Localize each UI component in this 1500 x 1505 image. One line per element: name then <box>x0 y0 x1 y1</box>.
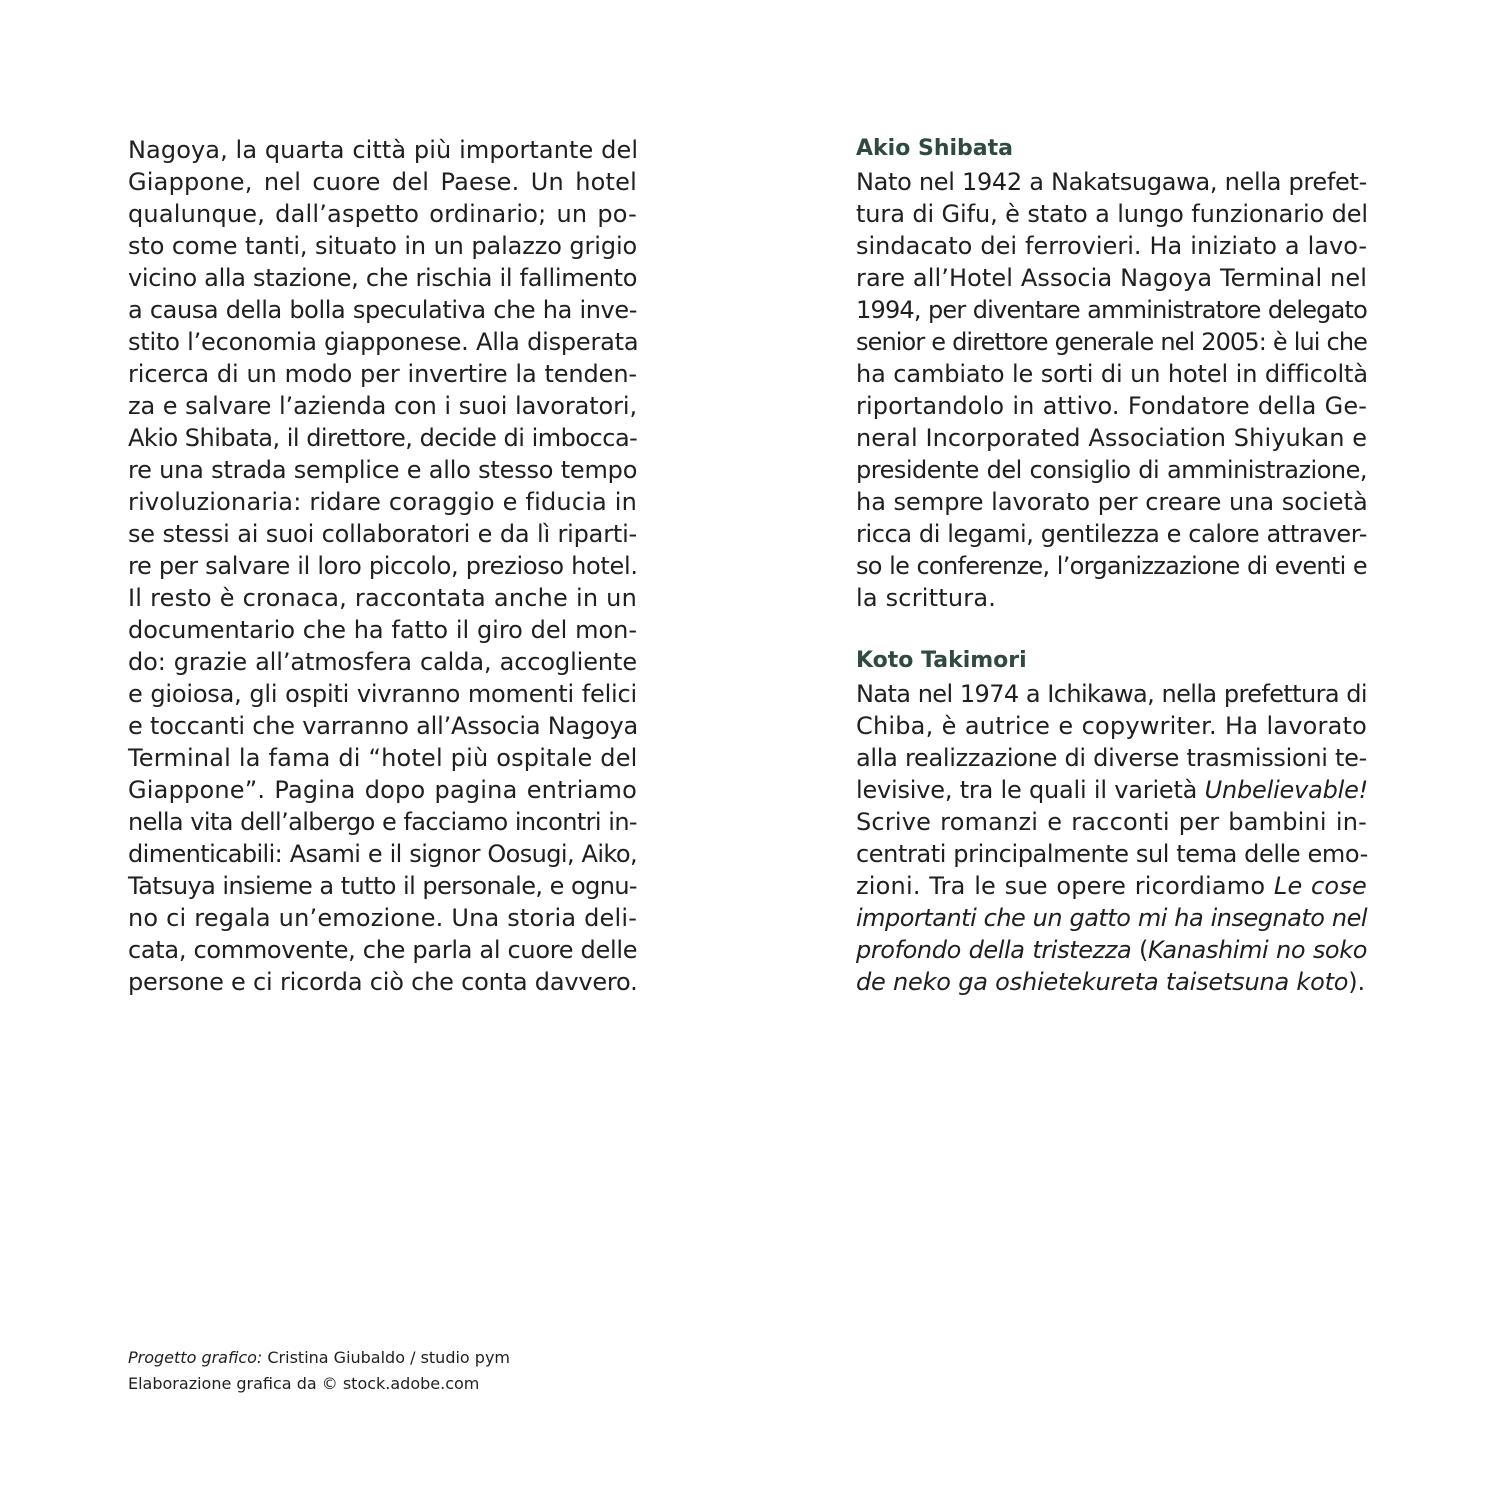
bio-line: Scrive romanzi e racconti per bambini in- <box>856 808 1367 836</box>
design-credit-label: Progetto grafico: <box>128 1348 263 1367</box>
description-line: qualunque, dall’aspetto ordinario; un po- <box>128 200 637 228</box>
bio-line: so le conferenze, l’organizzazione di eventi e <box>856 552 1367 580</box>
bio-line: Chiba, è autrice e copywriter. Ha lavorato <box>856 712 1367 740</box>
bio-line: riportandolo in attivo. Fondatore della Ge- <box>856 392 1367 420</box>
design-credit-value: Cristina Giubaldo / studio pym <box>262 1348 510 1367</box>
bio-line: sindacato dei ferrovieri. Ha iniziato a lavo- <box>856 232 1367 260</box>
bio-text: ( <box>1131 936 1148 964</box>
description-line: Terminal la fama di “hotel più ospitale del <box>128 744 638 772</box>
bio-line <box>856 774 1367 806</box>
bio-line: ha cambiato le sorti di un hotel in difficoltà <box>856 360 1368 388</box>
bio-text: ). <box>1348 968 1365 996</box>
description-line: sto come tanti, situato in un palazzo grigio <box>128 232 638 260</box>
author-name: Akio Shibata <box>856 136 1013 161</box>
description-line: a causa della bolla speculativa che ha inve- <box>128 296 637 324</box>
description-line: Giappone, nel cuore del Paese. Un hotel <box>128 168 637 196</box>
description-line: cata, commovente, che parla al cuore delle <box>128 936 638 964</box>
description-line: do: grazie all’atmosfera calda, accogliente <box>128 648 637 676</box>
bio-line <box>856 870 1367 902</box>
bio-line <box>856 902 1367 934</box>
bio-line: 1994, per diventare amministratore delegato <box>856 296 1367 324</box>
description-line: stito l’economia giapponese. Alla disperata <box>128 328 639 356</box>
bio-text: levisive, tra le quali il varietà <box>856 776 1205 804</box>
work-title: importanti che un gatto mi ha insegnato nel <box>856 904 1367 932</box>
description-line: re una strada semplice e allo stesso tempo <box>128 456 638 484</box>
description-line: no ci regala un’emozione. Una storia deli- <box>128 904 638 932</box>
bio-line: centrati principalmente sul tema delle emo- <box>856 840 1368 868</box>
bio-text: zioni. Tra le sue opere ricordiamo <box>856 872 1274 900</box>
bio-line: neral Incorporated Association Shiyukan e <box>856 424 1368 452</box>
bio-line: ha sempre lavorato per creare una società <box>856 488 1368 516</box>
work-title: Le cose <box>1273 872 1367 900</box>
description-line: vicino alla stazione, che rischia il fallimento <box>128 264 638 292</box>
description-line: rivoluzionaria: ridare coraggio e fiducia in <box>128 488 638 516</box>
description-line: persone e ci ricorda ciò che conta davvero. <box>128 968 638 996</box>
description-line: Giappone”. Pagina dopo pagina entriamo <box>128 776 637 804</box>
bio-line: Nato nel 1942 a Nakatsugawa, nella prefet- <box>856 168 1367 196</box>
description-line: Akio Shibata, il direttore, decide di imbocca- <box>128 424 638 452</box>
bio-line: rare all’Hotel Associa Nagoya Terminal nel <box>856 264 1367 292</box>
original-title: Kanashimi no soko <box>1147 936 1367 964</box>
description-line: za e salvare l’azienda con i suoi lavoratori, <box>128 392 637 420</box>
description-line: Tatsuya insieme a tutto il personale, e ognu- <box>128 872 637 900</box>
bio-line <box>856 966 1367 998</box>
description-line: e gioiosa, gli ospiti vivranno momenti felici <box>128 680 637 708</box>
description-line: Nagoya, la quarta città più importante del <box>128 136 639 164</box>
bio-line: la scrittura. <box>856 584 997 612</box>
bio-line: senior e direttore generale nel 2005: è lui che <box>856 328 1367 356</box>
description-line: Il resto è cronaca, raccontata anche in un <box>128 584 637 612</box>
author-name: Koto Takimori <box>856 648 1027 673</box>
image-credit: Elaborazione grafica da © stock.adobe.com <box>128 1374 480 1393</box>
description-line: ricerca di un modo per invertire la tenden- <box>128 360 637 388</box>
description-line: se stessi ai suoi collaboratori e da lì riparti- <box>128 520 637 548</box>
bio-line: ricca di legami, gentilezza e calore attraver- <box>856 520 1367 548</box>
bio-line: alla realizzazione di diverse trasmissioni te- <box>856 744 1367 772</box>
description-line: documentario che ha fatto il giro del mon- <box>128 616 637 644</box>
original-title: de neko ga oshietekureta taisetsuna koto <box>856 968 1349 996</box>
description-line: e toccanti che varranno all’Associa Nagoya <box>128 712 639 740</box>
bio-line: tura di Gifu, è stato a lungo funzionario del <box>856 200 1369 228</box>
design-credit <box>128 1346 510 1370</box>
description-line: re per salvare il loro piccolo, prezioso hotel. <box>128 552 638 580</box>
bio-line <box>856 934 1367 966</box>
bio-line: presidente del consiglio di amministrazione, <box>856 456 1367 484</box>
work-title: profondo della tristezza <box>856 936 1132 964</box>
work-title: Unbelievable! <box>1204 776 1369 804</box>
description-line: nella vita dell’albergo e facciamo incontri in- <box>128 808 637 836</box>
bio-line: Nata nel 1974 a Ichikawa, nella prefettura di <box>856 680 1367 708</box>
description-line: dimenticabili: Asami e il signor Oosugi, Aiko, <box>128 840 637 868</box>
